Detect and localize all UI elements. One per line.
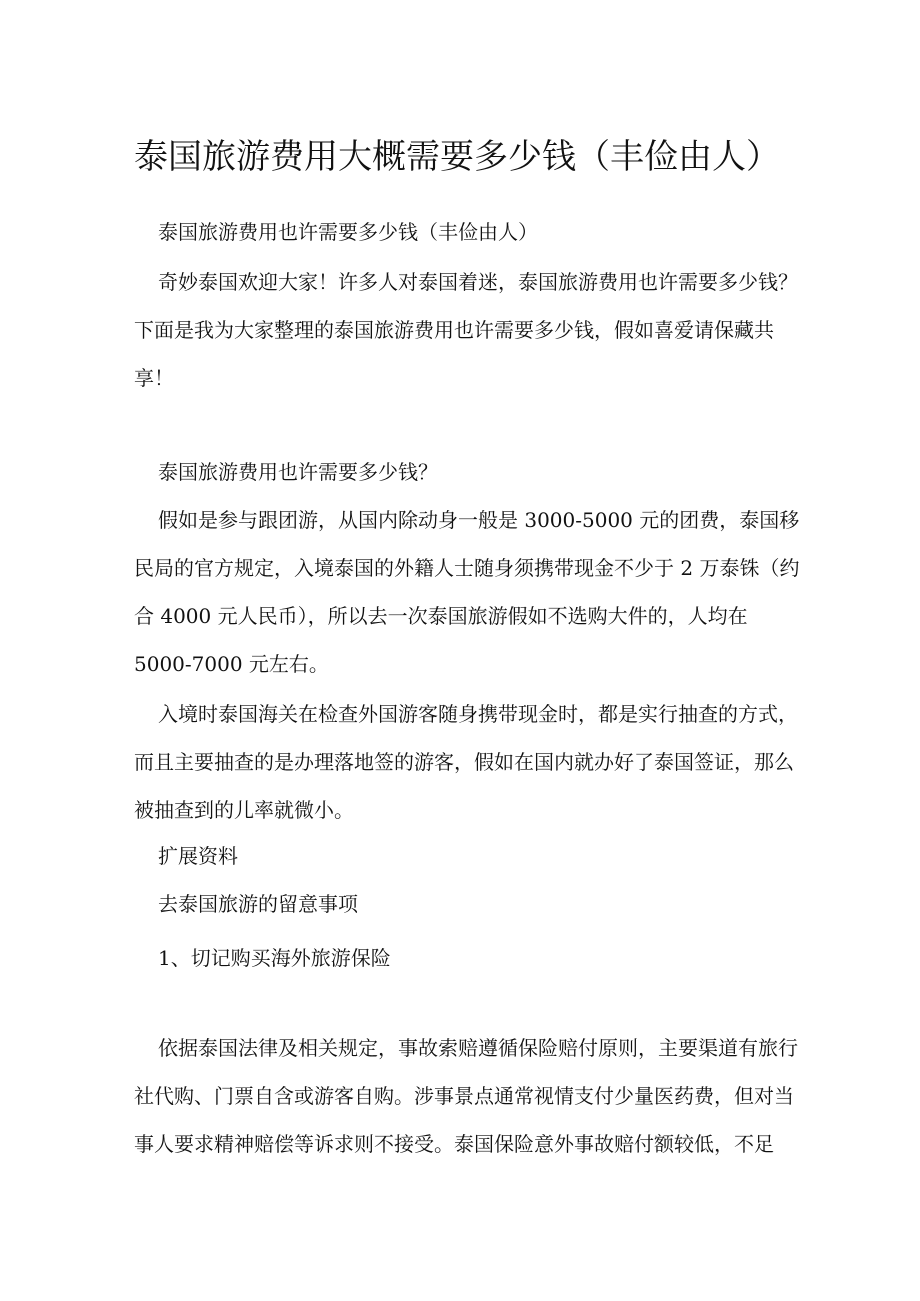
paragraph-customs: 入境时泰国海关在检查外国游客随身携带现金时，都是实行抽查的方式，而且主要抽查的是办理落地签的游客，假如在国内就办好了泰国签证，那么被抽查到的儿率就微小。 [134, 702, 798, 822]
paragraph-cost: 假如是参与跟团游，从国内除动身一般是 3000-5000 元的团费，泰国移民局的官方规定，入境泰国的外籍人士随身须携带现金不少于 2 万泰铢（约合 4000 元人民币），所以去一次泰国旅游假如不选购大件的，人均在 5000-7000 元左右。 [134, 508, 800, 676]
paragraph-list-item-1: 1、切记购买海外旅游保险 [158, 946, 391, 970]
paragraph-intro: 奇妙泰国欢迎大家！许多人对泰国着迷，泰国旅游费用也许需要多少钱？下面是我为大家整理的泰国旅游费用也许需要多少钱，假如喜爱请保藏共享！ [134, 270, 798, 390]
paragraph-subtitle: 泰国旅游费用也许需要多少钱（丰俭由人） [158, 220, 538, 244]
paragraph-notes-heading: 去泰国旅游的留意事项 [158, 892, 358, 916]
paragraph-insurance: 依据泰国法律及相关规定，事故索赔遵循保险赔付原则，主要渠道有旅行社代购、门票自含或游客自购。涉事景点通常视情支付少量医药费，但对当事人要求精神赔偿等诉求则不接受。泰国保险意外事故赔付额较低，不足 [134, 1036, 798, 1156]
document-title: 泰国旅游费用大概需要多少钱（丰俭由人） [134, 137, 780, 177]
paragraph-question: 泰国旅游费用也许需要多少钱？ [158, 460, 438, 484]
paragraph-extended-info: 扩展资料 [158, 844, 238, 868]
